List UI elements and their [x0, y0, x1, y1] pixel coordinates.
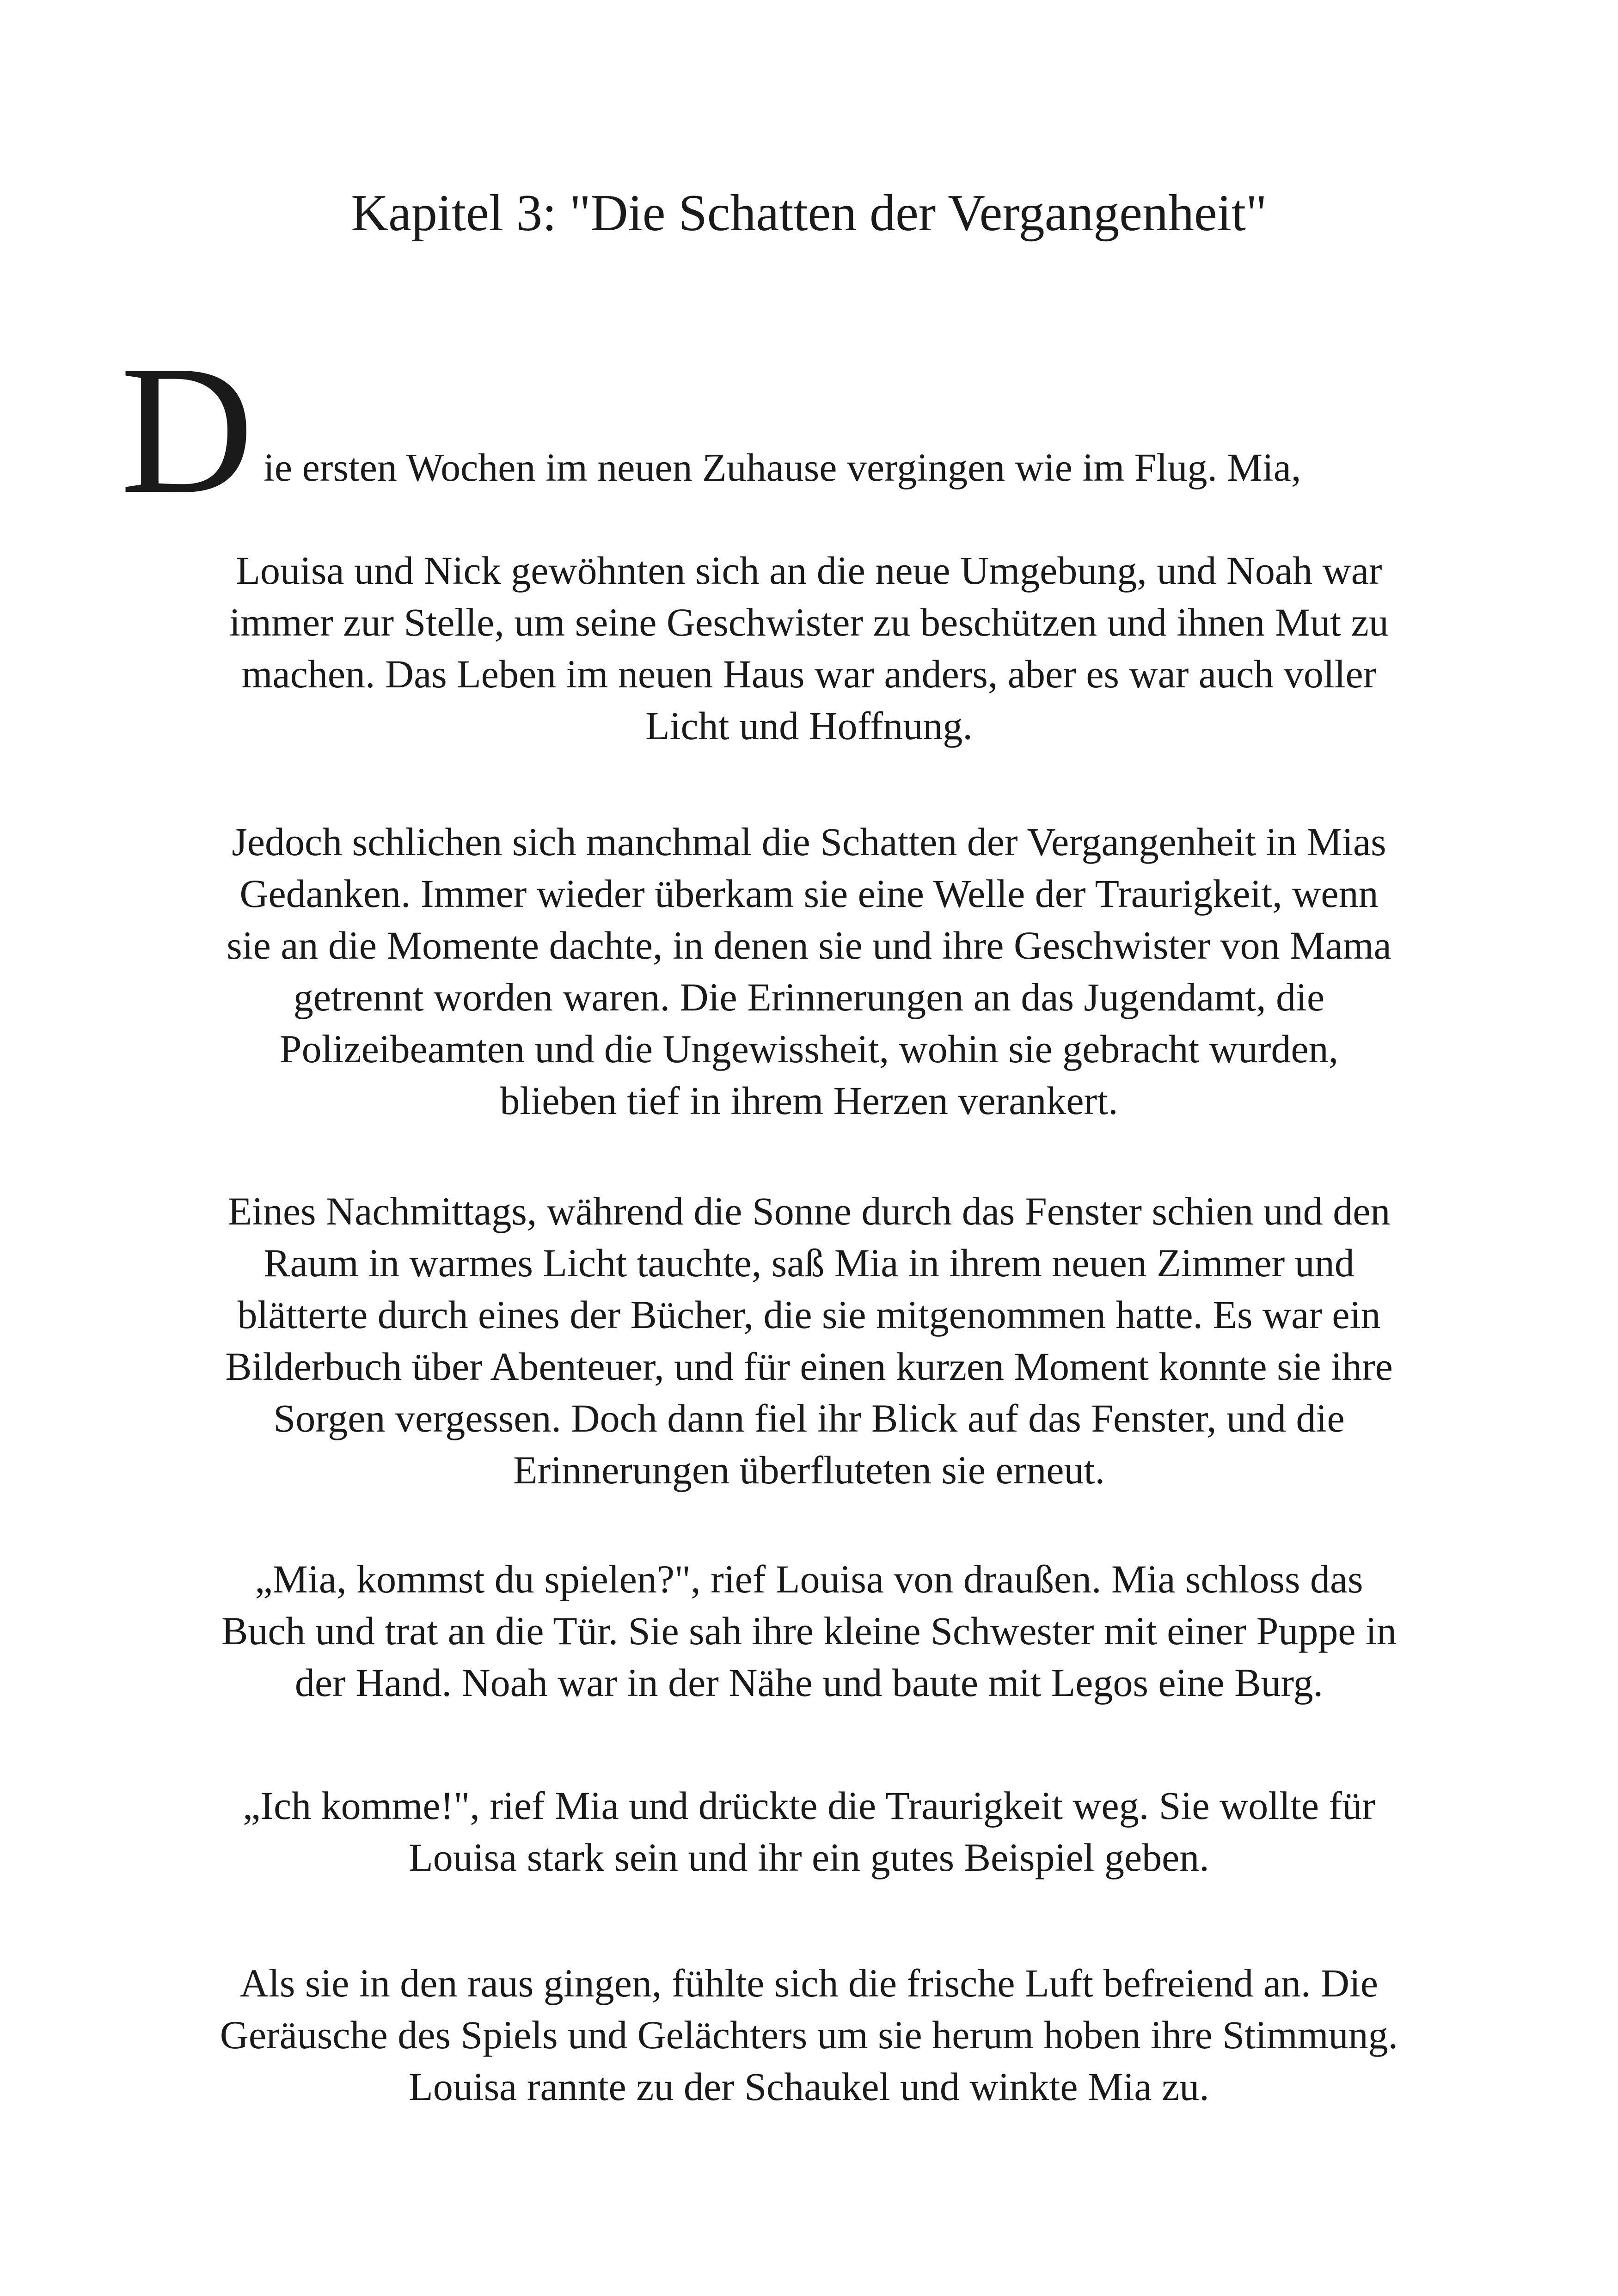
text-line: „Ich komme!", rief Mia und drückte die Traurigkeit weg. Sie wollte für [243, 1783, 1375, 1828]
paragraph-6 [0, 1957, 1618, 2112]
text-line: blätterte durch eines der Bücher, die sie mitgenommen hatte. Es war ein [237, 1292, 1381, 1337]
drop-cap: D [120, 327, 254, 532]
text-line: der Hand. Noah war in der Nähe und baute mit Legos eine Burg. [294, 1660, 1324, 1705]
text-line: Gedanken. Immer wieder überkam sie eine Welle der Traurigkeit, wenn [239, 871, 1379, 916]
text-line: getrennt worden waren. Die Erinnerungen an das Jugendamt, die [293, 975, 1325, 1019]
text-line: Louisa und Nick gewöhnten sich an die neue Umgebung, und Noah war [236, 548, 1382, 593]
text-line: blieben tief in ihrem Herzen verankert. [500, 1078, 1118, 1123]
paragraph-4 [0, 1553, 1618, 1708]
chapter-title: Kapitel 3: "Die Schatten der Vergangenheit" [351, 184, 1267, 242]
opening-line [120, 327, 1507, 532]
text-line: Eines Nachmittags, während die Sonne durch das Fenster schien und den [227, 1189, 1391, 1233]
paragraph-2 [0, 816, 1618, 1127]
text-line: immer zur Stelle, um seine Geschwister zu beschützen und ihnen Mut zu [229, 600, 1389, 644]
text-line: „Mia, kommst du spielen?", rief Louisa von draußen. Mia schloss das [255, 1557, 1363, 1601]
first-line-text: ie ersten Wochen im neuen Zuhause vergingen wie im Flug. Mia, [264, 445, 1301, 490]
text-line: Polizeibeamten und die Ungewissheit, wohin sie gebracht wurden, [279, 1027, 1339, 1071]
text-line: Erinnerungen überfluteten sie erneut. [513, 1448, 1105, 1492]
text-line: Licht und Hoffnung. [645, 704, 973, 748]
text-line: Louisa rannte zu der Schaukel und winkte Mia zu. [409, 2064, 1209, 2109]
paragraph-5 [0, 1780, 1618, 1883]
text-line: Als sie in den raus gingen, fühlte sich die frische Luft befreiend an. Die [239, 1961, 1379, 2005]
text-line: Geräusche des Spiels und Gelächters um sie herum hoben ihre Stimmung. [220, 2013, 1398, 2057]
text-line: machen. Das Leben im neuen Haus war anders, aber es war auch voller [241, 652, 1377, 696]
text-line: Buch und trat an die Tür. Sie sah ihre kleine Schwester mit einer Puppe in [221, 1609, 1397, 1653]
paragraph-3 [0, 1185, 1618, 1496]
text-line: Louisa stark sein und ihr ein gutes Beispiel geben. [409, 1835, 1209, 1880]
text-line: Raum in warmes Licht tauchte, saß Mia in ihrem neuen Zimmer und [264, 1241, 1354, 1285]
text-line: Sorgen vergessen. Doch dann fiel ihr Blick auf das Fenster, und die [273, 1396, 1345, 1440]
text-line: sie an die Momente dachte, in denen sie und ihre Geschwister von Mama [227, 923, 1391, 967]
text-line: Bilderbuch über Abenteuer, und für einen kurzen Moment konnte sie ihre [225, 1344, 1393, 1389]
text-line: Jedoch schlichen sich manchmal die Schatten der Vergangenheit in Mias [232, 820, 1386, 864]
paragraph-1 [0, 545, 1618, 752]
